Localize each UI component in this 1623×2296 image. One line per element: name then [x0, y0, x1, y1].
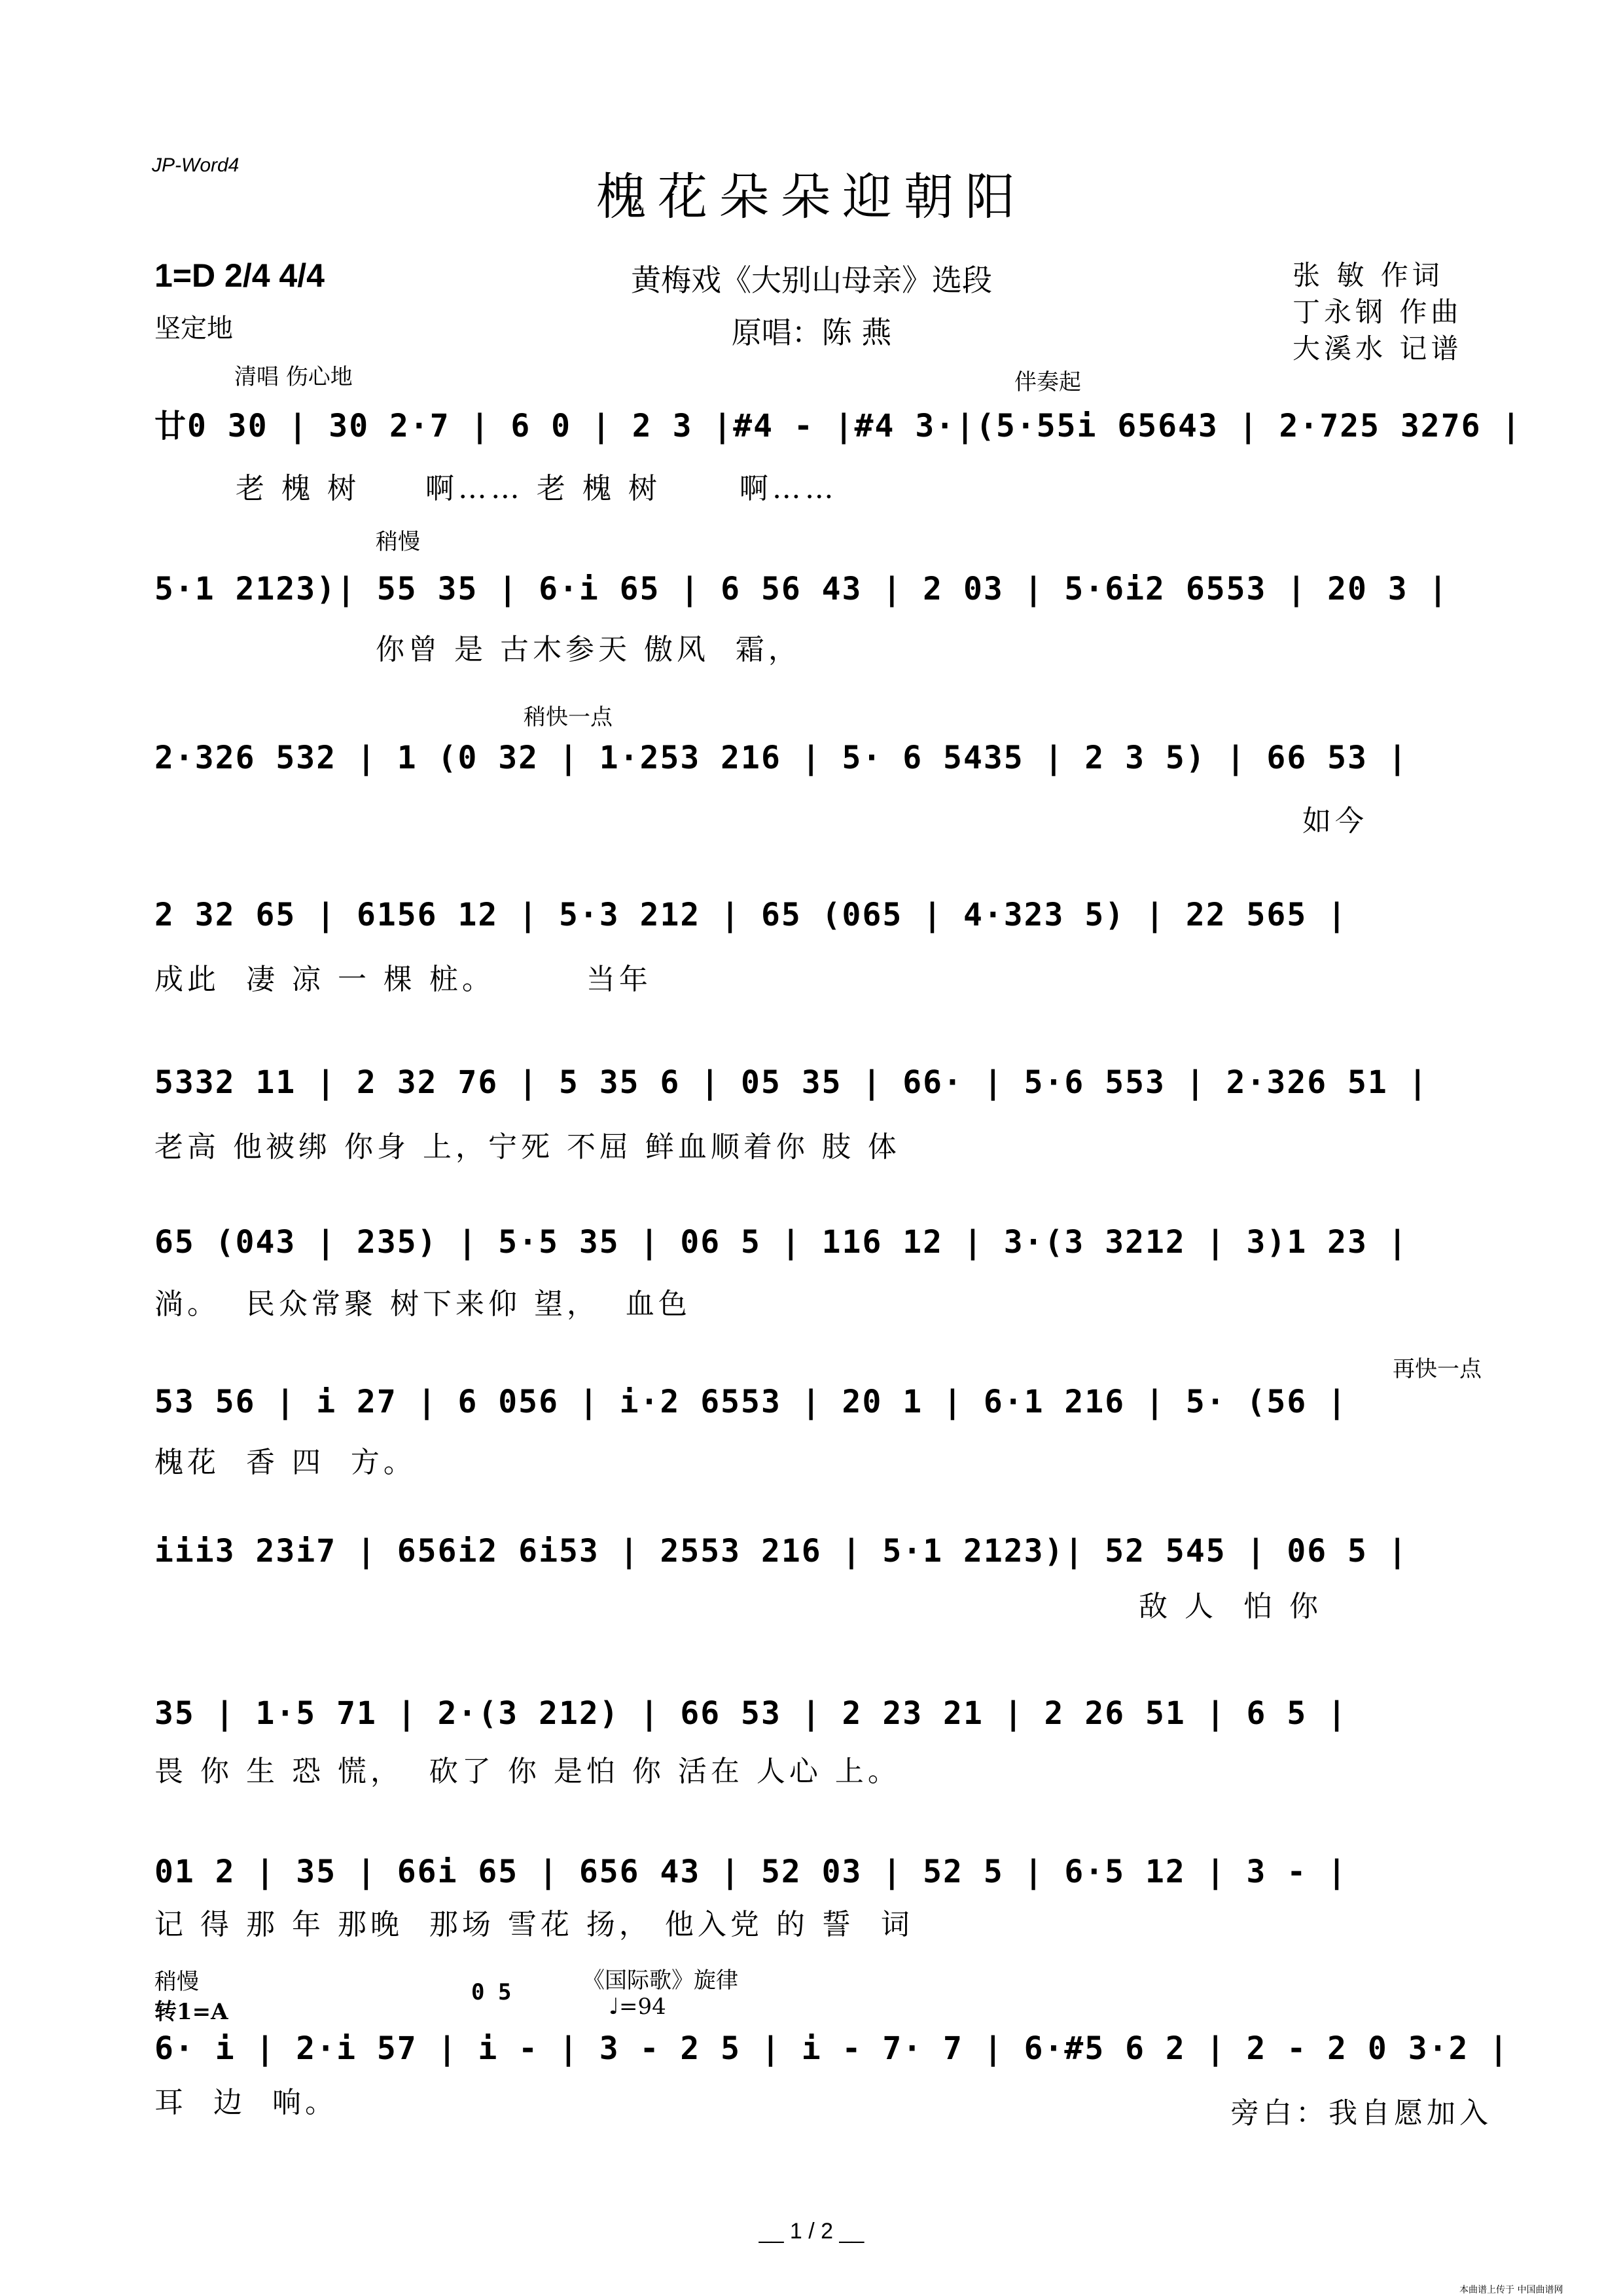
notation-line-4: 2 32 65 | 6156 12 | 5·3 212 | 65 (065 | 4·323 5) | 22 565 |: [154, 897, 1348, 933]
grace-notes: 0 5: [471, 1979, 512, 2005]
composer: 丁永钢 作曲: [1293, 296, 1463, 328]
lyrics-line-7: 槐花 香 四 方。: [154, 1446, 416, 1479]
notation-line-10: 01 2 | 35 | 66i 65 | 656 43 | 52 03 | 52 5 | 6·5 12 | 3 - |: [154, 1854, 1348, 1890]
notation-line-2: 5·1 2123)| 55 35 | 6·i 65 | 6 56 43 | 2 03 | 5·6i2 6553 | 20 3 |: [154, 571, 1449, 607]
transcriber: 大溪水 记谱: [1293, 332, 1463, 365]
expression-mark: 再快一点: [1393, 1356, 1482, 1382]
notation-line-3: 2·326 532 | 1 (0 32 | 1·253 216 | 5· 6 5435 | 2 3 5) | 66 53 |: [154, 740, 1408, 776]
expression-mark: 清唱 伤心地: [234, 364, 353, 390]
key-change: 转1=A: [154, 1999, 228, 2025]
notation-line-7: 53 56 | i 27 | 6 056 | i·2 6553 | 20 1 | 6·1 216 | 5· (56 |: [154, 1384, 1348, 1420]
lyrics-line-4: 成此 凄 凉 一 棵 桩。 当年: [154, 963, 652, 996]
expression-mark: 稍慢: [154, 1969, 199, 1995]
singer: 原唱：陈 燕: [731, 315, 892, 350]
metronome-mark: ♩=94: [609, 1994, 666, 2020]
notation-line-9: 35 | 1·5 71 | 2·(3 212) | 66 53 | 2 23 21 | 2 26 51 | 6 5 |: [154, 1695, 1348, 1732]
key-signature: 1=D 2/4 4/4: [154, 257, 325, 294]
lyrics-line-11: 耳 边 响。: [154, 2086, 338, 2119]
lyrics-line-10: 记 得 那 年 那晚 那场 雪花 扬， 他入党 的 誓 词: [154, 1908, 914, 1941]
lyrics-line-9: 畏 你 生 恐 慌， 砍了 你 是怕 你 活在 人心 上。: [154, 1755, 901, 1788]
melody-note: 《国际歌》旋律: [582, 1967, 738, 1994]
lyrics-line-6: 淌。 民众常聚 树下来仰 望， 血色: [154, 1287, 691, 1321]
lyrics-line-8: 敌 人 怕 你: [1139, 1590, 1322, 1623]
page-number: __ 1 / 2 __: [758, 2219, 865, 2244]
notation-line-11: 6· i | 2·i 57 | i - | 3 - 2 5 | i - 7· 7 | 6·#5 6 2 | 2 - 2 0 3·2 |: [154, 2030, 1510, 2067]
subtitle: 黄梅戏《大别山母亲》选段: [631, 262, 992, 298]
lyrics-line-2: 你曾 是 古木参天 傲风 霜，: [376, 633, 801, 666]
lyrics-line-1: 老 槐 树 啊…… 老 槐 树 啊……: [236, 472, 838, 505]
notation-line-8: iii3 23i7 | 656i2 6i53 | 2553 216 | 5·1 2123)| 52 545 | 06 5 |: [154, 1533, 1408, 1570]
notation-line-1: 廿0 30 | 30 2·7 | 6 0 | 2 3 |#4 - |#4 3·|(5·55i 65643 | 2·725 3276 |: [154, 408, 1522, 444]
notation-line-6: 65 (043 | 235) | 5·5 35 | 06 5 | 116 12 | 3·(3 3212 | 3)1 23 |: [154, 1224, 1408, 1261]
tempo-marking: 坚定地: [154, 314, 233, 344]
footer-credit: 本曲谱上传于 中国曲谱网: [1459, 2285, 1563, 2295]
expression-mark: 稍慢: [376, 529, 420, 555]
software-label: JP-Word4: [152, 154, 240, 176]
page-title: 槐花朵朵迎朝阳: [596, 168, 1027, 226]
notation-line-5: 5332 11 | 2 32 76 | 5 35 6 | 05 35 | 66· | 5·6 553 | 2·326 51 |: [154, 1064, 1429, 1101]
spoken-aside: 旁白：我自愿加入: [1230, 2096, 1492, 2130]
lyrics-line-3: 如今: [1302, 804, 1368, 838]
expression-mark: 伴奏起: [1014, 369, 1081, 395]
lyrics-line-5: 老高 他被绑 你身 上，宁死 不屈 鲜血顺着你 肢 体: [154, 1130, 901, 1164]
expression-mark: 稍快一点: [524, 704, 613, 730]
lyricist: 张 敏 作词: [1293, 259, 1444, 291]
